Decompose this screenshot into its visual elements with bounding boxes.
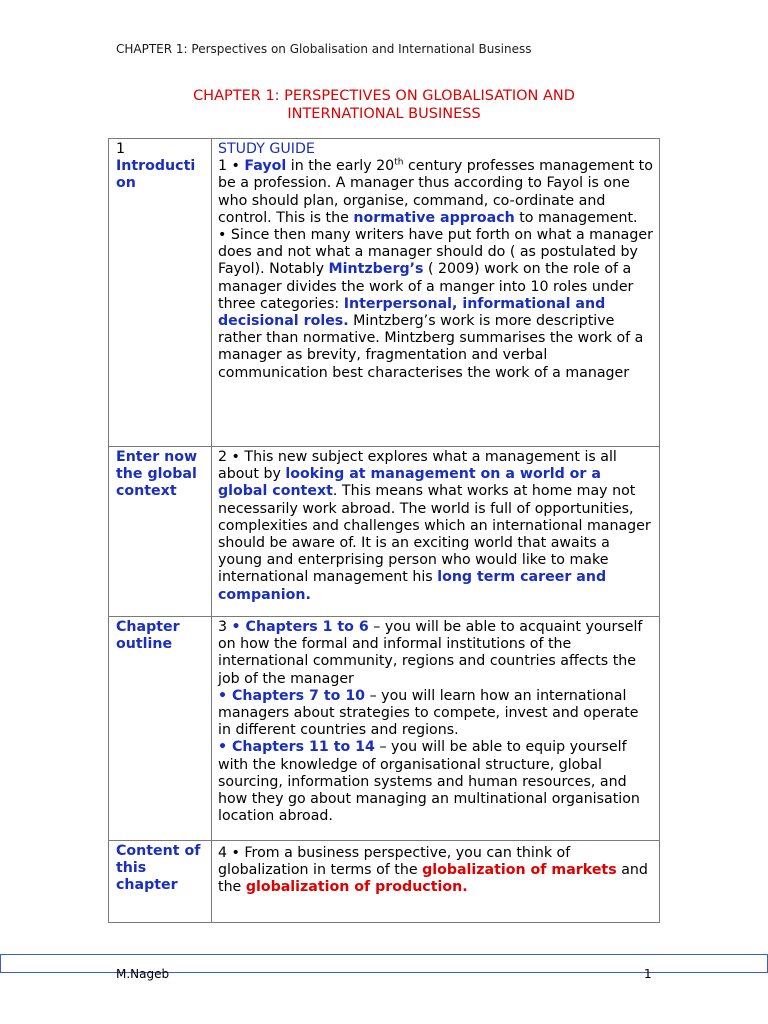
running-header: CHAPTER 1: Perspectives on Globalisation and International Business (116, 42, 532, 56)
row-content-content: 4 • From a business perspective, you can think of globalization in terms of the globalization of markets and the globalization of production. (212, 841, 660, 923)
table-row (109, 617, 660, 841)
row-label-introduction: 1 Introducti on (109, 139, 212, 447)
table-row (109, 841, 660, 923)
row-label-chapter-outline: Chapter outline (109, 617, 212, 841)
row-label-content: Content of this chapter (109, 841, 212, 923)
page-title (0, 87, 768, 123)
paragraph: • Since then many writers have put forth on what a manager does and not what a manager should do ( as postulated by Fayol). Notably Mintzberg’s ( 2009) work on the role of a manager divides the work of a manger into 10 roles under three categories: Interpersonal, informational and decisional roles. Mintzberg’s work is more descriptive rather than normative. Mintzberg summarises the work of a manager as brevity, fragmentation and verbal communication best characterises the work of a manager (218, 227, 653, 381)
title-line-2: INTERNATIONAL BUSINESS (287, 106, 481, 122)
title-line-1: CHAPTER 1: PERSPECTIVES ON GLOBALISATION AND (193, 88, 575, 104)
table-row (109, 139, 660, 447)
paragraph: 1 • Fayol in the early 20th century professes management to be a profession. A manager thus according to Fayol is one who should plan, organise, command, co-ordinate and control. This is the normative approach to management. (218, 157, 653, 226)
study-table (108, 138, 660, 923)
footer-author: M.Nageb (116, 967, 170, 981)
row-number: 1 (116, 141, 126, 157)
page-number: 1 (644, 967, 652, 981)
row-content-chapter-outline: 3 • Chapters 1 to 6 – you will be able to acquaint yourself on how the formal and informal institutions of the international community, regions and countries affects the job of the manager • Chapters 7 to 10 – you will learn how an international managers about strategies to compete, invest and operate in different countries and regions. • Chapters 11 to 14 – you will be able to equip yourself with the knowledge of organisational structure, global sourcing, information systems and human resources, and how they go about managing an multinational organisation location abroad. (212, 617, 660, 841)
study-guide-heading: STUDY GUIDE (218, 141, 315, 157)
row-label-global-context: Enter now the global context (109, 447, 212, 617)
table-row (109, 447, 660, 617)
row-content-global-context: 2 • This new subject explores what a management is all about by looking at management on a world or a global context. This means what works at home may not necessarily work abroad. The world is full of opportunities, complexities and challenges which an international manager should be aware of. It is an exciting world that awaits a young and enterprising person who would like to make international management his long term career and companion. (212, 447, 660, 617)
row-content-introduction (212, 139, 660, 447)
